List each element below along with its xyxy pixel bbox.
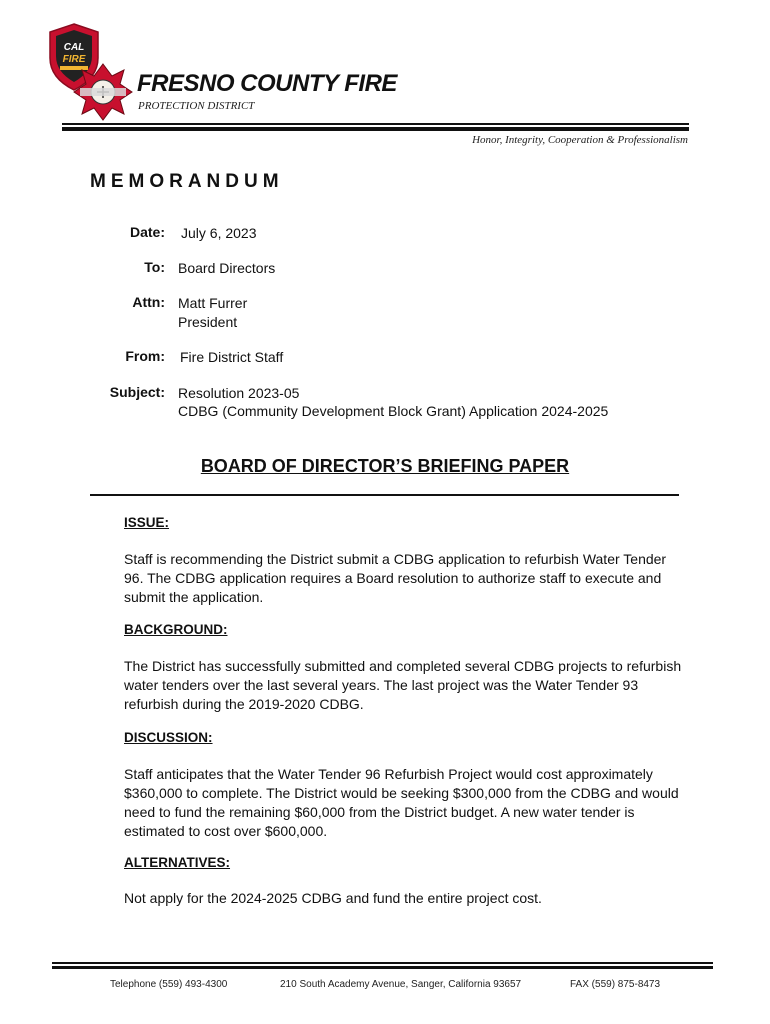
alternatives-heading: ALTERNATIVES: bbox=[124, 855, 231, 870]
maltese-cross-logo bbox=[72, 62, 134, 122]
issue-heading: ISSUE: bbox=[124, 515, 170, 530]
header-divider-thick bbox=[62, 127, 689, 131]
organization-subtitle: PROTECTION DISTRICT bbox=[138, 100, 255, 112]
memo-title: MEMORANDUM bbox=[90, 171, 284, 192]
issue-body: Staff is recommending the District submit a CDBG application to refurbish Water Tender 96. The CDBG application requires a Board resolution to authorize staff to execute and submit the application. bbox=[124, 551, 667, 605]
to-label: To: bbox=[144, 259, 165, 275]
background-body: The District has successfully submitted and completed several CDBG projects to refurbish water tenders over the last several years. The last project was the Water Tender 93 refurbish during the 2019-2020 CDBG. bbox=[124, 658, 682, 712]
from-value: Fire District Staff bbox=[180, 349, 284, 365]
motto: Honor, Integrity, Cooperation & Professionalism bbox=[472, 134, 688, 146]
to-value: Board Directors bbox=[178, 260, 276, 276]
svg-text:FIRE: FIRE bbox=[62, 54, 86, 65]
subject-line-1: Resolution 2023-05 bbox=[178, 385, 300, 401]
discussion-body: Staff anticipates that the Water Tender 96 Refurbish Project would cost approximately $360,000 to complete. The District would be seeking $300,000 from the CDBG and would need to fund the remaining $60,000 from the District budget. A new water tender is estimated to cost over $600,000. bbox=[124, 766, 679, 839]
discussion-heading: DISCUSSION: bbox=[124, 730, 213, 745]
briefing-divider bbox=[90, 494, 679, 496]
footer-address: 210 South Academy Avenue, Sanger, California 93657 bbox=[280, 979, 522, 990]
date-value: July 6, 2023 bbox=[181, 225, 257, 241]
background-heading: BACKGROUND: bbox=[124, 622, 228, 637]
header-divider bbox=[62, 123, 689, 125]
svg-text:CAL: CAL bbox=[63, 42, 85, 53]
footer-divider-thick bbox=[52, 966, 713, 969]
from-label: From: bbox=[125, 348, 165, 364]
subject-label: Subject: bbox=[109, 384, 165, 400]
attn-name: Matt Furrer bbox=[178, 295, 248, 311]
footer-divider bbox=[52, 962, 713, 964]
footer-telephone: Telephone (559) 493-4300 bbox=[110, 979, 228, 990]
attn-title: President bbox=[178, 314, 238, 330]
briefing-title: BOARD OF DIRECTOR’S BRIEFING PAPER bbox=[200, 456, 570, 476]
organization-name: FRESNO COUNTY FIRE bbox=[137, 70, 397, 97]
subject-line-2: CDBG (Community Development Block Grant) Application 2024-2025 bbox=[178, 403, 609, 419]
date-label: Date: bbox=[129, 224, 165, 240]
footer-fax: FAX (559) 875-8473 bbox=[570, 979, 661, 990]
attn-label: Attn: bbox=[132, 294, 165, 310]
alternatives-body: Not apply for the 2024-2025 CDBG and fund the entire project cost. bbox=[124, 890, 542, 906]
